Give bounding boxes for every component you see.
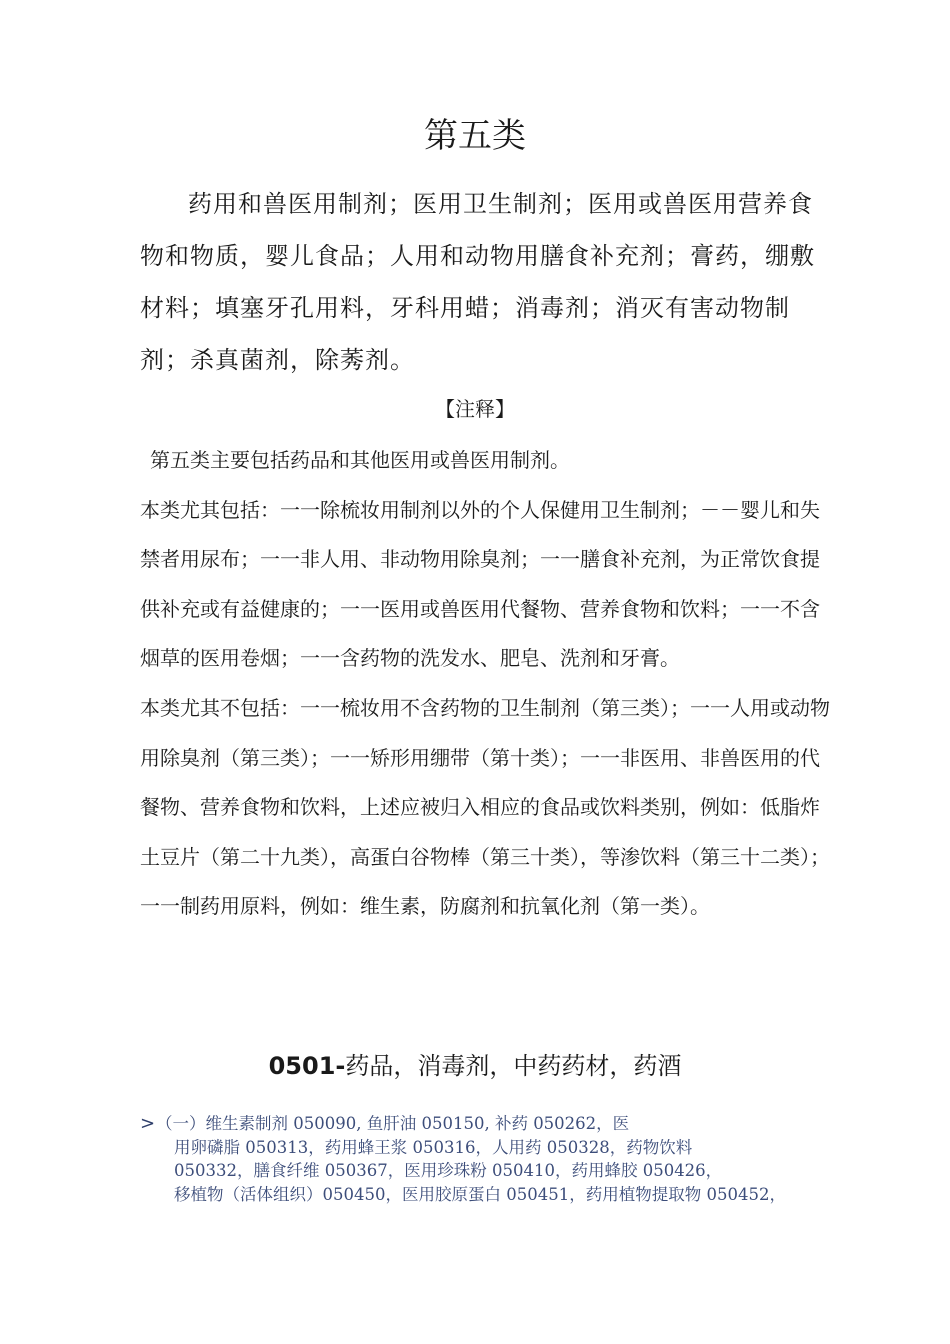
note-body <box>140 436 830 932</box>
section-name: 药品，消毒剂，中药药材，药酒 <box>345 1052 682 1080</box>
list-item: 移植物（活体组织）050450，医用胶原蛋白 050451，药用植物提取物 050452， <box>174 1184 786 1204</box>
list-marker-icon: > <box>140 1113 156 1134</box>
section-heading <box>0 1046 950 1086</box>
note-paragraph-excludes: 本类尤其不包括：一一梳妆用不含药物的卫生制剂（第三类）；一一人用或动物用除臭剂（第三类）；一一矫形用绷带（第十类）；一一非医用、非兽医用的代餐物、营养食物和饮料，上述应被归入相应的食品或饮料类别，例如：低脂炸土豆片（第二十九类），高蛋白谷物棒（第三十类），等渗饮料（第三十二类）；一一制药用原料，例如：维生素，防腐剂和抗氧化剂（第一类）。 <box>140 695 830 919</box>
list-item: 050332，膳食纤维 050367，医用珍珠粉 050410，药用蜂胶 050426， <box>174 1161 723 1180</box>
note-heading: 【注释】 <box>435 397 515 421</box>
list-item: 用卵磷脂 050313，药用蜂王浆 050316，人用药 050328，药物饮料 <box>174 1137 693 1157</box>
note-paragraph-includes: 本类尤其包括：一一除梳妆用制剂以外的个人保健用卫生制剂；－－婴儿和失禁者用尿布；一一非人用、非动物用除臭剂；一一膳食补充剂，为正常饮食提供补充或有益健康的；一一医用或兽医用代餐物、营养食物和饮料；一一不含烟草的医用卷烟；一一含药物的洗发水、肥皂、洗剂和牙膏。 <box>140 497 820 671</box>
item-list <box>140 1112 840 1206</box>
class-intro: 药用和兽医用制剂；医用卫生制剂；医用或兽医用营养食物和物质，婴儿食品；人用和动物用膳食补充剂；膏药，绷敷材料；填塞牙孔用料，牙科用蜡；消毒剂；消灭有害动物制剂；杀真菌剂，除莠剂。 <box>140 190 815 374</box>
list-item: （一）维生素制剂 050090, 鱼肝油 050150, 补药 050262，医 <box>156 1114 630 1133</box>
note-paragraph-scope: 第五类主要包括药品和其他医用或兽医用制剂。 <box>150 448 570 472</box>
page-title: 第五类 <box>424 116 526 156</box>
section-code: 0501- <box>268 1052 346 1080</box>
